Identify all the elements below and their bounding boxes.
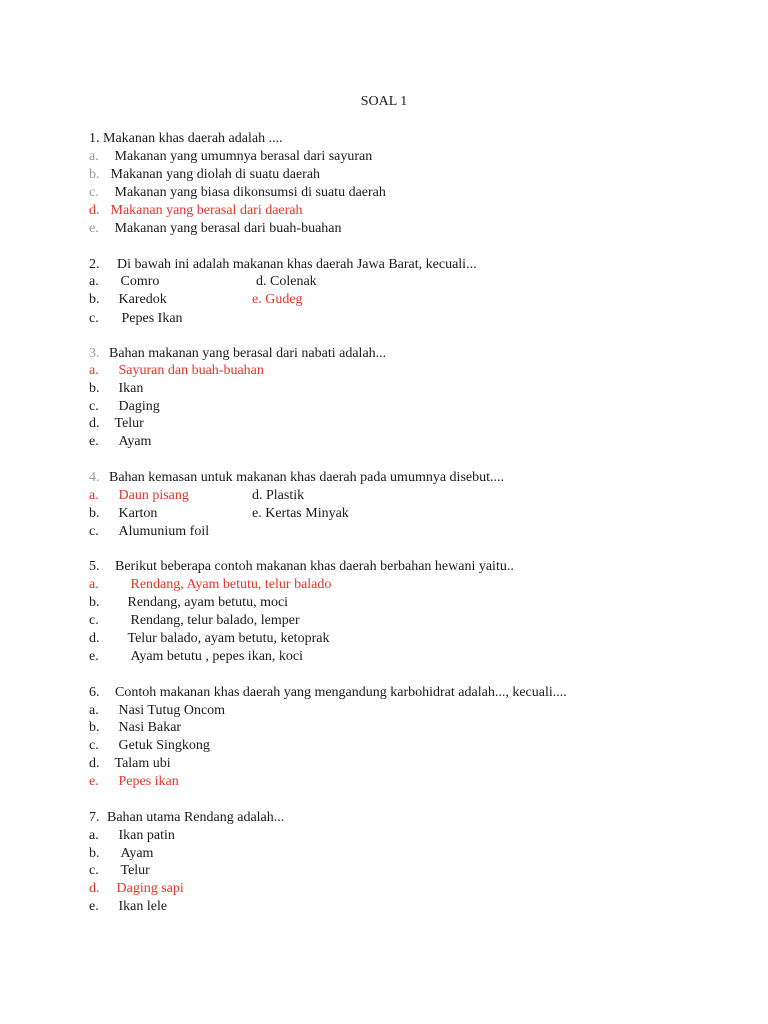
option-1c: c. Makanan yang biasa dikonsumsi di suatu daerah — [89, 185, 386, 200]
option-7a: a. Ikan patin — [89, 828, 175, 843]
option-3b: b. Ikan — [89, 381, 144, 396]
question-text: Bahan makanan yang berasal dari nabati adalah... — [109, 346, 387, 361]
question-number: 5. — [89, 559, 100, 574]
option-2a: a. Comro — [89, 274, 160, 289]
question-1 — [89, 130, 283, 148]
question-text: Makanan khas daerah adalah .... — [103, 131, 283, 146]
option-6e-answer: e. Pepes ikan — [89, 774, 179, 789]
option-1b: b. Makanan yang diolah di suatu daerah — [89, 167, 321, 182]
option-5a-answer: a. Rendang, Ayam betutu, telur balado — [89, 577, 332, 592]
option-3c: c. Daging — [89, 399, 160, 414]
option-1e: e. Makanan yang berasal dari buah-buahan — [89, 221, 342, 236]
question-6 — [89, 684, 567, 702]
option-4e: e. Kertas Minyak — [252, 506, 349, 521]
option-1a: a. Makanan yang umumnya berasal dari sayuran — [89, 149, 373, 164]
question-number: 4. — [89, 470, 100, 485]
option-7d-answer: d. Daging sapi — [89, 881, 184, 896]
option-7e: e. Ikan lele — [89, 899, 168, 914]
option-2d: d. Colenak — [256, 274, 317, 289]
option-5c: c. Rendang, telur balado, lemper — [89, 613, 300, 628]
option-1d-answer: d. Makanan yang berasal dari daerah — [89, 203, 303, 218]
question-3 — [89, 345, 386, 363]
option-6c: c. Getuk Singkong — [89, 738, 210, 753]
question-number: 3. — [89, 346, 100, 361]
option-4a-answer: a. Daun pisang — [89, 488, 189, 503]
option-5b: b. Rendang, ayam betutu, moci — [89, 595, 289, 610]
option-2b: b. Karedok — [89, 292, 167, 307]
page-title: SOAL 1 — [360, 94, 408, 109]
question-number: 7. — [89, 810, 100, 825]
option-3e: e. Ayam — [89, 434, 152, 449]
option-4d: d. Plastik — [252, 488, 305, 503]
option-7b: b. Ayam — [89, 846, 154, 861]
question-text: Bahan kemasan untuk makanan khas daerah pada umumnya disebut.... — [109, 470, 504, 485]
question-number: 2. — [89, 257, 100, 272]
option-2c: c. Pepes Ikan — [89, 311, 183, 326]
question-number: 1. — [89, 131, 100, 146]
question-5 — [89, 558, 514, 576]
option-6d: d. Talam ubi — [89, 756, 171, 771]
question-text: Bahan utama Rendang adalah... — [107, 810, 285, 825]
option-5e: e. Ayam betutu , pepes ikan, koci — [89, 649, 304, 664]
question-text: Contoh makanan khas daerah yang mengandung karbohidrat adalah..., kecuali.... — [115, 685, 567, 700]
question-text: Berikut beberapa contoh makanan khas daerah berbahan hewani yaitu.. — [115, 559, 514, 574]
question-text: Di bawah ini adalah makanan khas daerah Jawa Barat, kecuali... — [117, 257, 477, 272]
question-7 — [89, 809, 284, 827]
option-7c: c. Telur — [89, 863, 150, 878]
question-4 — [89, 469, 504, 487]
option-6b: b. Nasi Bakar — [89, 720, 182, 735]
option-6a: a. Nasi Tutug Oncom — [89, 703, 226, 718]
option-3a-answer: a. Sayuran dan buah-buahan — [89, 363, 264, 378]
option-4c: c. Alumunium foil — [89, 524, 210, 539]
option-4b: b. Karton — [89, 506, 158, 521]
option-3d: d. Telur — [89, 416, 144, 431]
question-2 — [89, 256, 477, 274]
option-5d: d. Telur balado, ayam betutu, ketoprak — [89, 631, 330, 646]
question-number: 6. — [89, 685, 100, 700]
option-2e-answer: e. Gudeg — [252, 292, 303, 307]
